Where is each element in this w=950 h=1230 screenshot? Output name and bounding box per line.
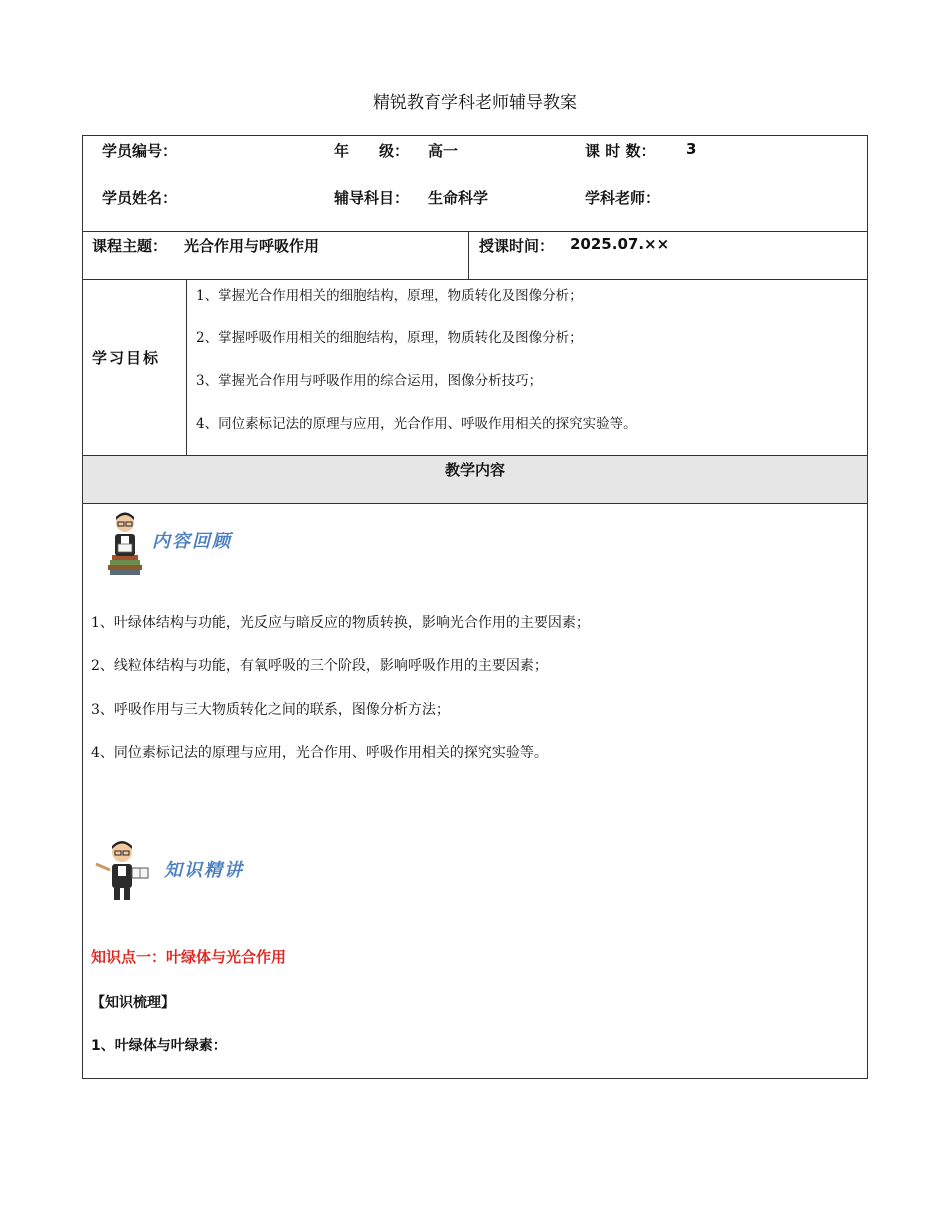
page-title: 精锐教育学科老师辅导教案 [373,93,577,113]
goal-item-1: 1、掌握光合作用相关的细胞结构，原理，物质转化及图像分析； [196,288,583,304]
teacher-label: 学科老师： [585,189,661,207]
row-divider-2 [82,279,868,280]
lessons-label: 课 时 数： [585,142,656,160]
knowledge-item-1: 1、叶绿体与叶绿素： [91,1038,227,1054]
grade-value: 高一 [428,142,459,160]
knowledge-point-title: 知识点一：叶绿体与光合作用 [91,948,287,966]
goals-divider [186,279,187,455]
knowledge-subheading: 【知识梳理】 [91,995,175,1011]
student-name-label: 学员姓名： [102,189,178,207]
topic-label: 课程主题： [92,237,168,255]
grade-label: 年 级： [334,142,410,160]
teacher-reading-books-icon [104,508,148,578]
topic-value: 光合作用与呼吸作用 [184,237,320,255]
goal-item-3: 3、掌握光合作用与呼吸作用的综合运用，图像分析技巧； [196,373,543,389]
review-title: 内容回顾 [152,531,232,552]
lessons-value: 3 [686,140,697,158]
time-value: 2025.07.×× [570,235,670,253]
review-item-2: 2、线粒体结构与功能，有氧呼吸的三个阶段，影响呼吸作用的主要因素； [91,658,548,674]
review-item-1: 1、叶绿体结构与功能，光反应与暗反应的物质转换，影响光合作用的主要因素； [91,615,590,631]
row-divider-1 [82,231,868,232]
review-item-3: 3、呼吸作用与三大物质转化之间的联系，图像分析方法； [91,702,450,718]
time-label: 授课时间： [479,237,555,255]
course-divider [468,231,469,279]
lecture-title: 知识精讲 [164,860,244,881]
teacher-with-book-icon [92,838,152,902]
student-id-label: 学员编号： [102,142,178,160]
row-divider-4 [82,503,868,504]
review-item-4: 4、同位素标记法的原理与应用，光合作用、呼吸作用相关的探究实验等。 [91,745,548,761]
subject-value: 生命科学 [428,189,489,207]
lesson-plan-table [82,135,868,1079]
goals-label: 学习目标 [92,349,161,367]
subject-label: 辅导科目： [334,189,410,207]
teaching-content-label: 教学内容 [444,461,505,479]
goal-item-2: 2、掌握呼吸作用相关的细胞结构，原理，物质转化及图像分析； [196,330,583,346]
goal-item-4: 4、同位素标记法的原理与应用，光合作用、呼吸作用相关的探究实验等。 [196,416,637,432]
